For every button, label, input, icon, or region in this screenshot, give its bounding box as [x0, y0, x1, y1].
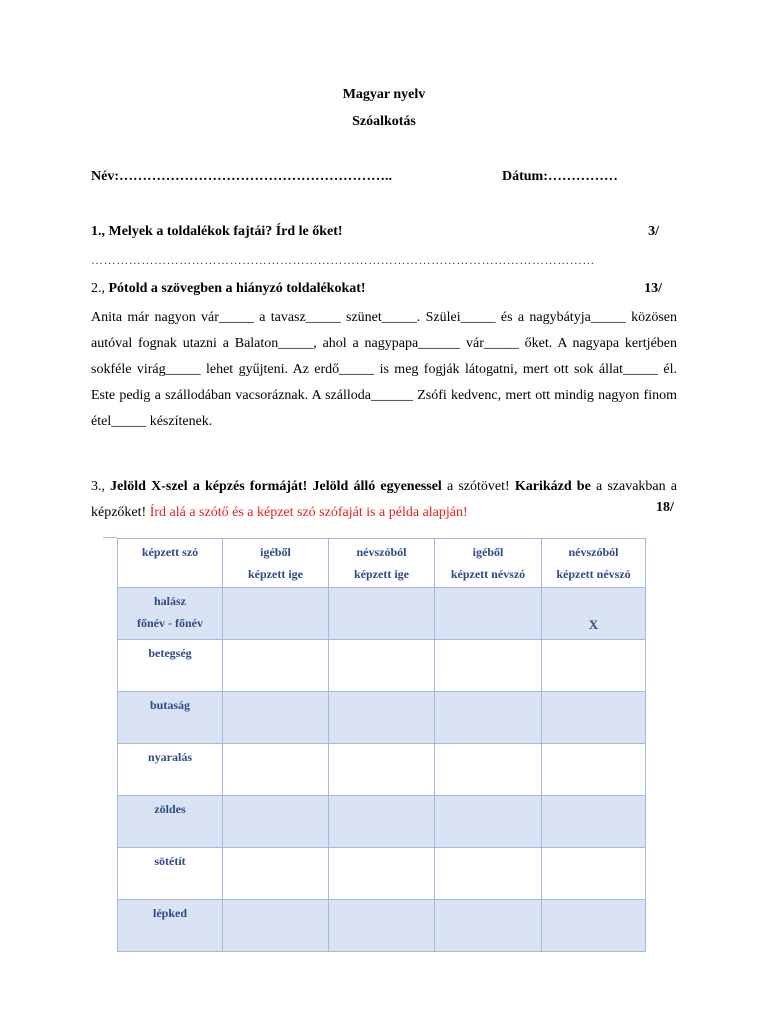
task-3-part4: Írd alá a szótő és a képzet szó szófaját is a példa alapján! [149, 505, 468, 520]
answer-cell[interactable] [435, 744, 542, 796]
answer-cell[interactable] [542, 900, 646, 952]
table-row [118, 588, 646, 640]
task-3-part3: Karikázd be [514, 479, 591, 494]
answer-cell[interactable] [542, 744, 646, 796]
answer-cell[interactable] [542, 640, 646, 692]
table-row [118, 900, 646, 952]
page-subtitle: Szóalkotás [352, 114, 416, 129]
task-2-heading [91, 281, 662, 297]
answer-cell[interactable] [329, 640, 435, 692]
task-3-instruction [91, 474, 677, 526]
task-3-number: 3., [91, 479, 111, 494]
word-cell: sötétít [118, 848, 223, 900]
answer-cell[interactable] [329, 796, 435, 848]
task-1-answer-line[interactable]: ………………………………………………………………………………………………………… [91, 253, 595, 267]
table-header-cell: névszóból képzett ige [329, 539, 435, 588]
table-row [118, 848, 646, 900]
table-row [118, 692, 646, 744]
page-title: Magyar nyelv [342, 87, 426, 102]
answer-cell[interactable] [435, 640, 542, 692]
table-row [118, 640, 646, 692]
word-cell: halász főnév - főnév [118, 588, 223, 640]
name-field[interactable]: Név:………………………………………………….. [91, 169, 392, 184]
answer-cell[interactable] [435, 692, 542, 744]
word-cell: nyaralás [118, 744, 223, 796]
answer-cell[interactable] [329, 692, 435, 744]
answer-cell[interactable] [542, 848, 646, 900]
task-3-part3-rest: a szavakban a képzőket! [91, 479, 678, 520]
answer-cell[interactable] [223, 848, 329, 900]
answer-cell[interactable] [223, 640, 329, 692]
task-1-question: 1., Melyek a toldalékok fajtái? Írd le őket! [91, 224, 343, 239]
answer-cell[interactable] [435, 848, 542, 900]
table-row [118, 744, 646, 796]
name-date-row [91, 169, 677, 185]
task-2-instruction: Pótold a szövegben a hiányzó toldalékokat! [108, 281, 366, 296]
answer-cell[interactable] [542, 796, 646, 848]
task-2-number: 2., [91, 281, 109, 296]
task-1 [91, 224, 659, 240]
answer-cell[interactable] [223, 588, 329, 640]
answer-cell[interactable] [542, 692, 646, 744]
answer-cell[interactable] [329, 900, 435, 952]
table-header-cell: képzett szó [118, 539, 223, 588]
answer-cell[interactable] [329, 744, 435, 796]
answer-cell[interactable] [329, 848, 435, 900]
answer-cell[interactable] [329, 588, 435, 640]
word-cell: butaság [118, 692, 223, 744]
task-3-part2-rest: a szótövet! [441, 479, 515, 494]
task-2-score: 13/ [644, 281, 662, 296]
answer-cell[interactable] [435, 900, 542, 952]
answer-cell[interactable] [223, 900, 329, 952]
word-cell: lépked [118, 900, 223, 952]
word-cell: zöldes [118, 796, 223, 848]
answer-cell[interactable] [223, 744, 329, 796]
answer-cell[interactable] [223, 692, 329, 744]
table-row [118, 796, 646, 848]
word-formation-table [117, 538, 646, 952]
task-3-part1: Jelöld X-szel a képzés formáját! [110, 479, 308, 494]
task-3-part2: Jelöld álló egyenessel [312, 479, 442, 494]
answer-cell[interactable] [223, 796, 329, 848]
table-header-row [118, 539, 646, 588]
table-header-cell: igéből képzett névszó [435, 539, 542, 588]
answer-cell[interactable] [435, 588, 542, 640]
table-corner-line [103, 537, 117, 538]
task-2-text: Anita már nagyon vár_____ a tavasz_____ szünet_____. Szülei_____ és a nagybátyja_____ közösen autóval fognak utazni a Balaton_____, ahol a nagypapa______ vár_____ őket. A nagyapa kertjében sokféle virág_____ lehet gyűjteni. Az erdő_____ is meg fogják látogatni, mert ott sok állat_____ él. Este pedig a szállodában vacsoráznak. A szálloda______ Zsófi kedvenc, mert ott mindig nagyon finom étel_____ készítenek. [91, 310, 677, 429]
answer-cell[interactable]: X [542, 588, 646, 640]
answer-cell[interactable] [435, 796, 542, 848]
date-field[interactable]: Dátum:…………… [502, 169, 618, 184]
table-header-cell: névszóból képzett névszó [542, 539, 646, 588]
word-cell: betegség [118, 640, 223, 692]
table-header-cell: igéből képzett ige [223, 539, 329, 588]
task-1-score: 3/ [648, 224, 659, 239]
task-3-score: 18/ [656, 500, 674, 515]
